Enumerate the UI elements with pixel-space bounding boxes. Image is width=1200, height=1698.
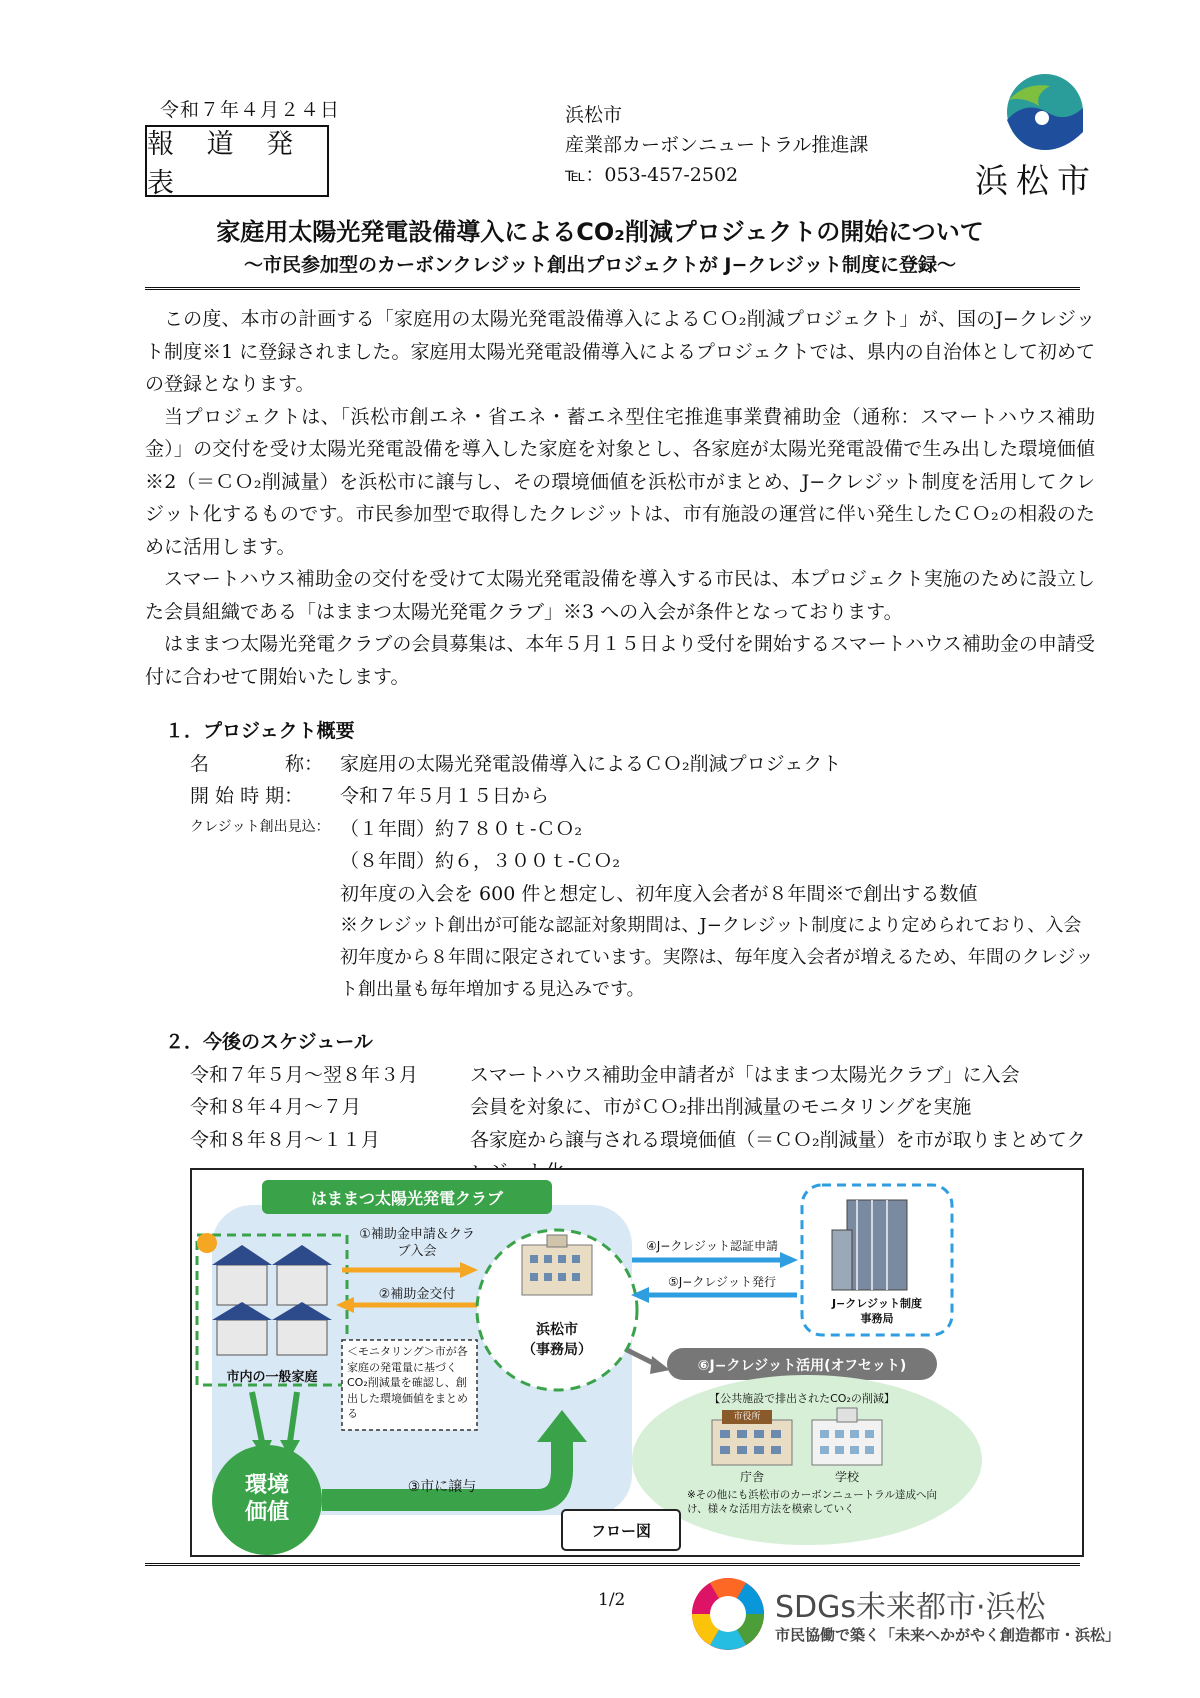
- release-date: 令和７年４月２４日: [160, 99, 341, 121]
- credit-8yr: （８年間）約６，３００ｔ-ＣＯ₂: [340, 850, 621, 872]
- start-date-row: [190, 780, 1095, 813]
- paragraph: この度、本市の計画する「家庭用の太陽光発電設備導入によるＣＯ₂削減プロジェクト」が、国のJ−クレジット制度※1 に登録されました。家庭用太陽光発電設備導入によるプロジェクトでは、県内の自治体として初めての登録となります。: [145, 308, 1095, 395]
- arrow-5-label: ⑤J−クレジット発行: [667, 1275, 777, 1289]
- monitoring-label: ＜モニタリング＞市が各家庭の発電量に基づくCO₂削減量を確認し、創出した環境価値をまとめる: [347, 1345, 468, 1420]
- paragraph: 当プロジェクトは、「浜松市創エネ・省エネ・蓄エネ型住宅推進事業費補助金（通称：スマートハウス補助金）」の交付を受け太陽光発電設備を導入した家庭を対象とし、各家庭が太陽光発電設備で生み出した環境価値※2（＝ＣＯ₂削減量）を浜松市に譲与し、その環境価値を浜松市がまとめ、J−クレジット制度を活用してクレジット化するものです。市民参加型で取得したクレジットは、市有施設の運営に伴い発生したＣＯ₂の相殺のために活用します。: [145, 405, 1095, 558]
- credit-label: クレジット創出見込：: [190, 818, 330, 835]
- city-office-name: 浜松市: [536, 1322, 578, 1338]
- schedule-row: [190, 1059, 1095, 1092]
- body-text: [145, 303, 1095, 1221]
- section2-heading: ２．今後のスケジュール: [165, 1031, 373, 1053]
- project-name-label: 名 称：: [190, 752, 324, 775]
- arrow-1-label: ①補助金申請＆クラブ入会: [359, 1227, 475, 1259]
- project-name-value: 家庭用の太陽光発電設備導入によるＣＯ₂削減プロジェクト: [340, 752, 842, 775]
- schedule-period: 令和７年５月～翌８年３月: [190, 1063, 419, 1086]
- schedule-event: 各家庭から譲与される環境価値（＝ＣＯ₂削減量）を市が取りまとめてク: [470, 1128, 1086, 1151]
- dept-tel: ℡：053-457-2502: [565, 164, 739, 186]
- offset-title: ⑥J−クレジット活用(オフセット): [697, 1358, 907, 1374]
- credit-1yr: （１年間）約７８０ｔ-ＣＯ₂: [340, 817, 583, 840]
- schedule-period: 令和８年８月～１１月: [190, 1128, 381, 1151]
- hamamatsu-logo-text: 浜松市: [975, 161, 1098, 200]
- schedule-row: [190, 1091, 1095, 1124]
- section1-heading: １．プロジェクト概要: [165, 720, 355, 742]
- club-title: はままつ太陽光発電クラブ: [310, 1189, 503, 1208]
- households-label: 市内の一般家庭: [226, 1370, 318, 1385]
- paragraph: スマートハウス補助金の交付を受けて太陽光発電設備を導入する市民は、本プロジェクト実施のために設立した会員組織である「はままつ太陽光発電クラブ」※3 への入会が条件となっております。: [145, 568, 1095, 623]
- arrow-2-label: ②補助金交付: [378, 1287, 456, 1302]
- city-hall-sign: 市役所: [733, 1412, 761, 1422]
- offset-subtitle: 【公共施設で排出されたCO₂の削減】: [709, 1392, 895, 1405]
- arrow-4-label: ④J−クレジット認証申請: [645, 1239, 779, 1253]
- credit-footnote: ※クレジット創出が可能な認証対象期間は、J−クレジット制度により定められており、入会初年度から８年間に限定されています。実際は、毎年度入会者が増えるため、年間のクレジット創出量も毎年増加する見込みです。: [340, 915, 1094, 1000]
- schedule-event: 会員を対象に、市がＣＯ₂排出削減量のモニタリングを実施: [470, 1096, 972, 1118]
- offset-note: ※その他にも浜松市のカーボンニュートラル達成へ向け、様々な活用方法を模索していく: [687, 1489, 937, 1515]
- sun-icon: [197, 1233, 217, 1253]
- arrow-4-head: [780, 1252, 798, 1268]
- press-release-label: 報 道 発 表: [145, 125, 329, 197]
- jcredit-office-label: [804, 1296, 950, 1326]
- title-divider: [145, 287, 1080, 290]
- document-subtitle: ～市民参加型のカーボンクレジット創出プロジェクトが J−クレジット制度に登録～: [244, 254, 956, 276]
- environmental-value-label: [212, 1472, 322, 1526]
- jcredit-office-line1: J−クレジット制度: [831, 1297, 923, 1310]
- sdgs-title: SDGs未来都市·浜松: [775, 1590, 1046, 1625]
- city-office-label: [507, 1320, 607, 1360]
- paragraph: はままつ太陽光発電クラブの会員募集は、本年５月１５日より受付を開始するスマートハウス補助金の申請受付に合わせて開始いたします。: [145, 633, 1095, 688]
- office-building-icon: [832, 1200, 907, 1290]
- flow-diagram: [190, 1168, 1084, 1557]
- flow-label: フロー図: [590, 1522, 651, 1540]
- start-date-label: 開 始 時 期：: [190, 785, 304, 807]
- schedule-period: 令和８年４月～７月: [190, 1096, 362, 1118]
- hamamatsu-logo-icon: [995, 72, 1095, 152]
- department-info: [565, 100, 868, 190]
- dept-name: 産業部カーボンニュートラル推進課: [565, 134, 869, 156]
- environmental-value-line2: 価値: [244, 1500, 289, 1525]
- sdgs-subtitle: 市民協働で築く「未来へかがやく創造都市・浜松」: [775, 1626, 1121, 1644]
- footer-divider: [145, 1563, 1080, 1566]
- schedule-event: スマートハウス補助金申請者が「はままつ太陽光クラブ」に入会: [470, 1063, 1020, 1086]
- document-title: 家庭用太陽光発電設備導入によるCO₂削減プロジェクトの開始について: [216, 218, 984, 246]
- credit-note: 初年度の入会を 600 件と想定し、初年度入会者が８年間※で創出する数値: [340, 882, 978, 905]
- flow-diagram-graphic: [192, 1170, 1082, 1555]
- sdgs-wheel-icon: [690, 1576, 766, 1652]
- page-number: 1/2: [598, 1590, 626, 1610]
- city-office-role: （事務局）: [522, 1342, 592, 1358]
- environmental-value-line1: 環境: [244, 1473, 289, 1498]
- city-hall-label: 庁舎: [739, 1470, 764, 1484]
- credit-row: [190, 813, 1095, 846]
- project-name-row: [190, 748, 1095, 781]
- jcredit-office-line2: 事務局: [860, 1312, 894, 1325]
- arrow-3-label: ③市に譲与: [407, 1479, 477, 1495]
- school-label: 学校: [834, 1470, 859, 1484]
- dept-city: 浜松市: [565, 104, 623, 126]
- start-date-value: 令和７年５月１５日から: [340, 785, 550, 807]
